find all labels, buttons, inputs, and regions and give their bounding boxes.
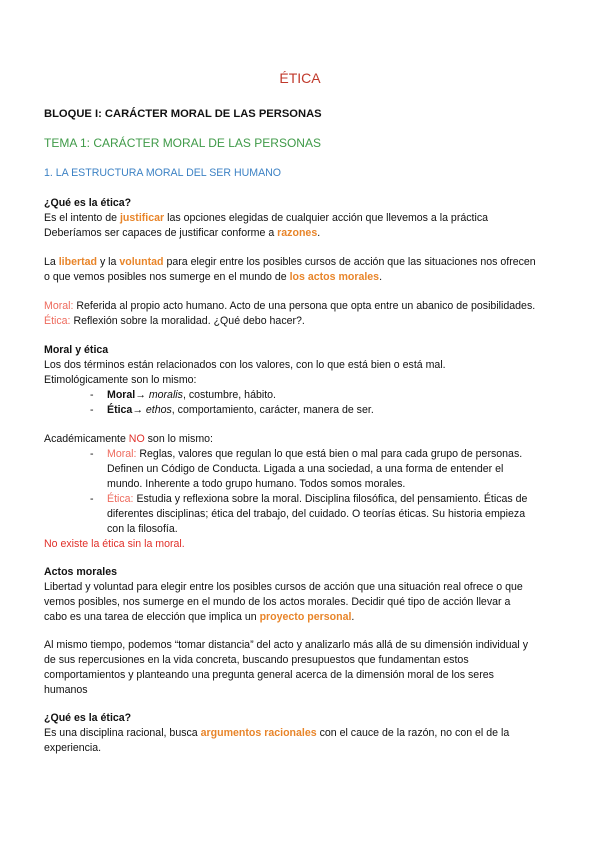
acad-etica-line-2: diferentes disciplinas; ética del trabajo, del cuidado. O teorías éticas. Su historia empieza: [107, 508, 526, 520]
bullet-etica: Ética→ ethos, comportamiento, carácter, manera de ser.: [107, 404, 374, 416]
bullet-dash: -: [90, 493, 94, 505]
document-title: ÉTICA: [279, 70, 321, 86]
bloque-heading: BLOQUE I: CARÁCTER MORAL DE LAS PERSONAS: [44, 108, 322, 120]
no-highlight: NO: [128, 433, 145, 445]
p2-line-2: o que vemos posibles nos sumerge en el mundo de los actos morales.: [44, 271, 383, 283]
highlight-libertad: libertad: [58, 256, 97, 268]
highlight-actos-morales: los actos morales: [289, 271, 380, 283]
bullet-dash: -: [90, 448, 94, 460]
actos-heading: Actos morales: [44, 566, 118, 578]
def-moral: Moral: Referida al propio acto humano. Acto de una persona que opta entre un abanico de posibilidades.: [44, 300, 536, 312]
actos-line-3: cabo es una tarea de elección que implica un proyecto personal.: [44, 611, 355, 623]
acad-moral-line-2: Definen un Código de Conducta. Ligada a una sociedad, a una forma de entender el: [107, 463, 504, 475]
highlight-razones: razones: [277, 227, 318, 239]
q2-line-2: experiencia.: [44, 742, 102, 754]
actos-line-2: vemos posibles, nos sumerge en el mundo de los actos morales. Decidir qué tipo de acción llevar a: [44, 596, 511, 608]
acad-etica-line-3: con la filosofía.: [107, 523, 178, 535]
q1-line-1: Es el intento de justificar las opciones elegidas de cualquier acción que llevemos a la práctica: [44, 212, 489, 224]
highlight-proyecto-personal: proyecto personal: [259, 611, 352, 623]
academic-line: Académicamente NO son lo mismo:: [44, 433, 213, 445]
def-moral-label: Moral:: [44, 300, 74, 312]
actos-line-1: Libertad y voluntad para elegir entre los posibles cursos de acción que una situación real ofrece o que: [44, 581, 523, 593]
p2-line-1: La libertad y la voluntad para elegir entre los posibles cursos de acción que las situaciones nos ofrecen: [44, 256, 536, 268]
actos-p2-line-1: Al mismo tiempo, podemos “tomar distancia” del acto y analizarlo más allá de su dimensión individual y: [44, 639, 529, 651]
bullet-dash: -: [90, 389, 94, 401]
highlight-justificar: justificar: [119, 212, 165, 224]
acad-moral-line-3: mundo. Inherente a todo grupo humano. Todos somos morales.: [107, 478, 406, 490]
acad-moral-line-1: Moral: Reglas, valores que regulan lo que está bien o mal para cada grupo de personas.: [107, 448, 523, 460]
tema-heading: TEMA 1: CARÁCTER MORAL DE LAS PERSONAS: [44, 136, 321, 150]
highlight-argumentos-racionales: argumentos racionales: [200, 727, 317, 739]
actos-p2-line-3: comportamientos y planteando una pregunta general acerca de la dimensión moral de los seres: [44, 669, 494, 681]
q2-line-1: Es una disciplina racional, busca argumentos racionales con el cauce de la razón, no con el de la: [44, 727, 510, 739]
def-etica-label: Ética:: [44, 315, 71, 327]
q1-line-2: Deberíamos ser capaces de justificar conforme a razones.: [44, 227, 321, 239]
q2-heading: ¿Qué es la ética?: [44, 712, 132, 724]
def-etica: Ética: Reflexión sobre la moralidad. ¿Qué debo hacer?.: [44, 315, 305, 327]
bullet-dash: -: [90, 404, 94, 416]
bullet-moral: Moral→ moralis, costumbre, hábito.: [107, 389, 276, 401]
section-heading: 1. LA ESTRUCTURA MORAL DEL SER HUMANO: [44, 167, 282, 179]
actos-p2-line-4: humanos: [44, 684, 88, 696]
conclusion-line: No existe la ética sin la moral.: [44, 538, 185, 550]
q1-heading: ¿Qué es la ética?: [44, 197, 132, 209]
moral-etica-line-1: Los dos términos están relacionados con los valores, con lo que está bien o está mal.: [44, 359, 446, 371]
acad-etica-line-1: Ética: Estudia y reflexiona sobre la moral. Disciplina filosófica, del pensamiento. Éticas de: [107, 493, 528, 505]
moral-etica-line-2: Etimológicamente son lo mismo:: [44, 374, 197, 386]
moral-etica-heading: Moral y ética: [44, 344, 109, 356]
highlight-voluntad: voluntad: [119, 256, 164, 268]
actos-p2-line-2: de sus repercusiones en la vida concreta, buscando presupuestos que fundamentan estos: [44, 654, 469, 666]
